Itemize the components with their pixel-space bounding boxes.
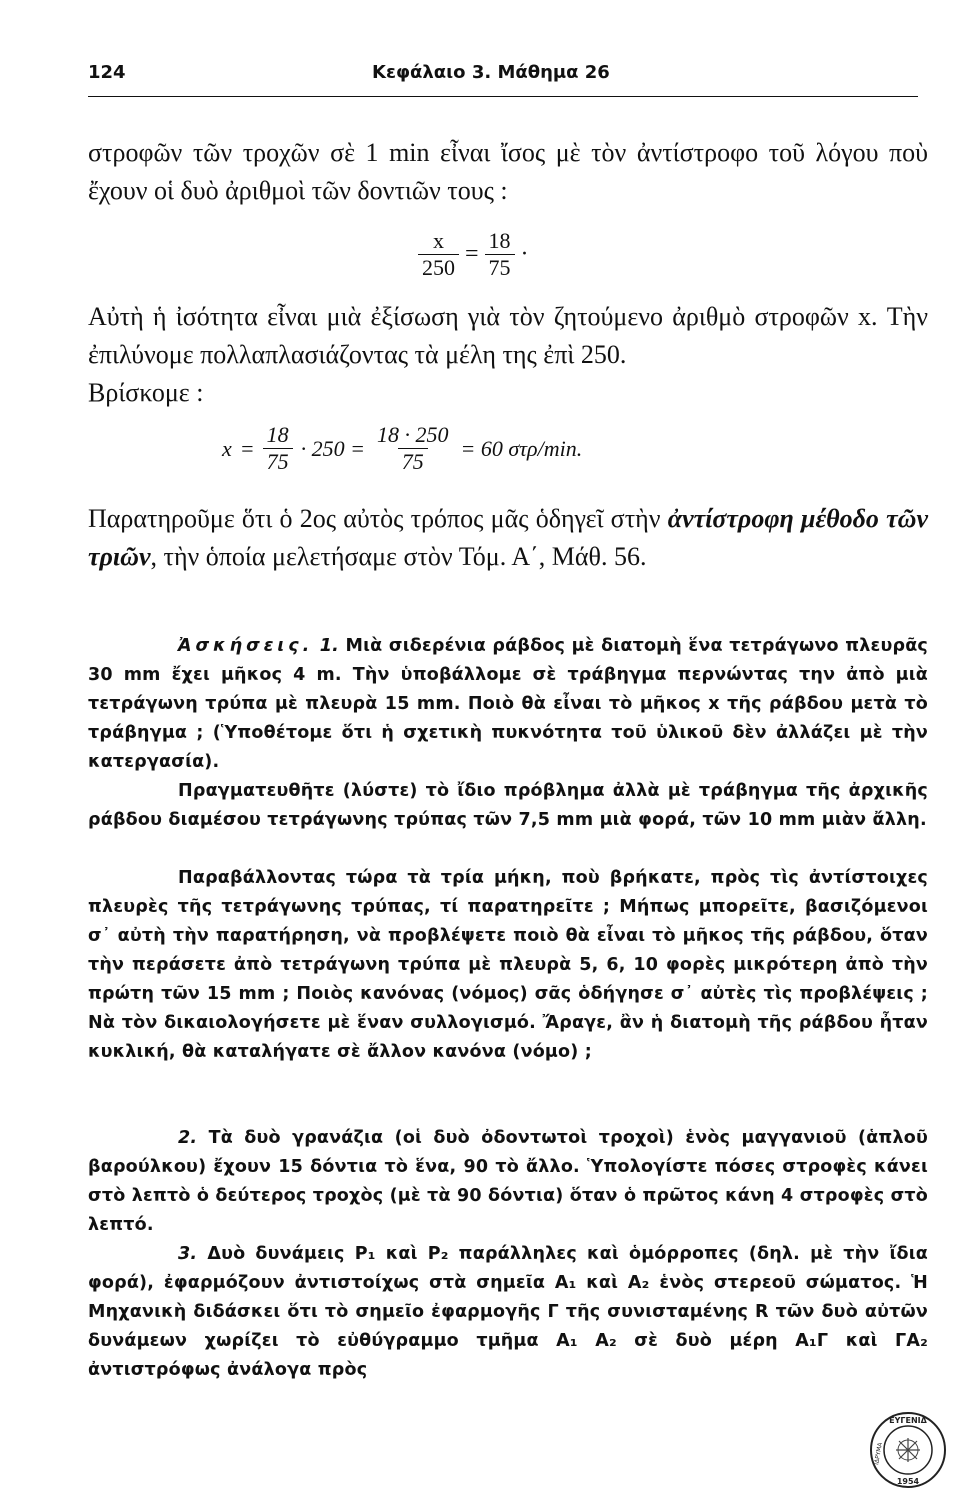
exercises-heading: Ἀσκήσεις. xyxy=(178,636,314,656)
exercise-2-text: Τὰ δυὸ γρανάζια (οἱ δυὸ ὀδοντωτοὶ τροχοὶ) ἑνὸς μαγγανιοῦ (ἁπλοῦ βαρούλκου) ἔχουν 15 δόντια τὸ ἕνα, 90 τὸ ἄλλο. Ὑπολογίστε πόσες στροφὲς κάνει στὸ λεπτὸ ὁ δεύτερος τροχὸς (μὲ τὰ 90 δόντια) ὅταν ὁ πρῶτος κάνη 4 στροφὲς στὸ λεπτό. xyxy=(88,1128,928,1235)
equation-1 xyxy=(418,228,529,281)
svg-text:1954: 1954 xyxy=(896,1477,920,1486)
exercise-3-text: Δυὸ δυνάμεις P₁ καὶ P₂ παράλληλες καὶ ὁμόρροπες (δηλ. μὲ τὴν ἴδια φορά), ἐφαρμόζουν ἀντιστοίχως στὰ σημεῖα A₁ καὶ A₂ ἑνὸς στερεοῦ σώματος. Ἡ Μηχανικὴ διδάσκει ὅτι τὸ σημεῖο ἐφαρμογῆς Γ τῆς συνισταμένης R τῶν δυὸ αὐτῶν δυνάμεων χωρίζει τὸ εὐθύγραμμο τμῆμα A₁ A₂ σὲ δυὸ μέρη A₁Γ καὶ ΓA₂ ἀντιστρόφως ἀνάλογα πρὸς xyxy=(88,1244,928,1380)
paragraph-4-text-a: Παρατηροῦμε ὅτι ὁ 2ος αὐτὸς τρόπος μᾶς ὁδηγεῖ στὴν xyxy=(88,504,668,533)
exercise-1 xyxy=(88,632,928,777)
fraction-numerator: 18 · 250 xyxy=(376,422,449,447)
exercise-2 xyxy=(88,1124,928,1240)
fraction-18-75 xyxy=(263,422,293,475)
exercise-1-part-3: Παραβάλλοντας τώρα τὰ τρία μήκη, ποὺ βρήκατε, πρὸς τὶς ἀντίστοιχες πλευρὲς τῆς τετράγωνης τρύπας, τί παρατηρεῖτε ; Μήπως μπορεῖτε, βασιζόμενοι σ᾽ αὐτὴ τὴν παρατήρηση, νὰ προβλέψετε ποιὸ θὰ εἶναι τὸ μῆκος τῆς ράβδου, ὅταν τὴν περάσετε ἀπὸ τετράγωνη τρύπα μὲ πλευρὰ 5, 6, 10 φορὲς μικρότερη ἀπὸ τὴν πρώτη τῶν 15 mm ; Ποιὸς κανόνας (νόμος) σᾶς ὁδήγησε σ᾽ αὐτὲς τὶς προβλέψεις ; Νὰ τὸν δικαιολογήσετε μὲ ἕναν συλλογισμό. Ἄραγε, ἂν ἡ διατομὴ τῆς ράβδου ἦταν κυκλική, θὰ καταλήγατε σὲ ἄλλον κανόνα (νόμο) ; xyxy=(88,868,928,1062)
svg-text:ΕΥΓΕΝΙΔ: ΕΥΓΕΝΙΔ xyxy=(889,1416,927,1425)
exercise-1-part-2: Πραγματευθῆτε (λύστε) τὸ ἴδιο πρόβλημα ἀλλὰ μὲ τράβηγμα τῆς ἀρχικῆς ράβδου διαμέσου τετράγωνης τρύπας τῶν 7,5 mm μιὰ φορά, τῶν 10 mm μιὰν ἄλλη. xyxy=(88,781,928,830)
fraction-denominator: 75 xyxy=(485,254,515,281)
fraction-x-250 xyxy=(418,228,459,281)
paragraph-1: στροφῶν τῶν τροχῶν σὲ 1 min εἶναι ἴσος μὲ τὸν ἀντίστροφο τοῦ λόγου ποὺ ἔχουν οἱ δυὸ ἀριθμοὶ τῶν δοντιῶν τους : xyxy=(88,138,928,205)
equals-sign: = xyxy=(465,241,479,267)
exercise-number: 1. xyxy=(319,636,340,656)
chapter-title: Κεφάλαιο 3. Μάθημα 26 xyxy=(372,62,610,83)
fraction-denominator: 75 xyxy=(398,448,428,475)
fraction-numerator: x xyxy=(433,228,444,253)
equation-2 xyxy=(222,422,582,475)
header-rule xyxy=(88,96,918,97)
equals-sign: = xyxy=(239,435,255,461)
svg-text:ΙΔΡΥΜΑ: ΙΔΡΥΜΑ xyxy=(873,1442,884,1466)
paragraph-4 xyxy=(88,500,928,576)
page-header xyxy=(88,62,918,92)
fraction-product xyxy=(373,422,453,475)
foundation-seal-icon xyxy=(868,1410,948,1490)
fraction-denominator: 75 xyxy=(263,448,293,475)
equation-end-mark: · xyxy=(520,241,529,267)
paragraph-4-text-b: , τὴν ὁποία μελετήσαμε στὸν Τόμ. Α΄, Μάθ. 56. xyxy=(150,542,647,571)
multiplication-term: · 250 = xyxy=(300,435,365,461)
equation-result: = 60 στρ/min. xyxy=(460,435,583,461)
exercise-3 xyxy=(88,1240,928,1385)
exercise-1-text: Μιὰ σιδερένια ράβδος μὲ διατομὴ ἕνα τετράγωνο πλευρᾶς 30 mm ἔχει μῆκος 4 m. Τὴν ὑποβάλλομε σὲ τράβηγμα περνώντας την ἀπὸ μιὰ τετράγωνη τρύπα μὲ πλευρὰ 15 mm. Ποιὸ θὰ εἶναι τὸ μῆκος x τῆς ράβδου μετὰ τὸ τράβηγμα ; (Ὑποθέτομε ὅτι ἡ σχετικὴ πυκνότητα τοῦ ὑλικοῦ δὲν ἀλλάζει μὲ τὴν κατεργασία). xyxy=(88,636,928,772)
fraction-numerator: 18 xyxy=(488,228,511,253)
fraction-numerator: 18 xyxy=(266,422,289,447)
paragraph-3: Βρίσκομε : xyxy=(88,378,204,407)
variable-x: x xyxy=(222,435,232,461)
paragraph-4-emphasis: ἀντίστροφη μέθοδο τῶν τριῶν xyxy=(88,504,928,571)
exercise-number: 3. xyxy=(178,1244,198,1264)
paragraph-2: Αὐτὴ ἡ ἰσότητα εἶναι μιὰ ἐξίσωση γιὰ τὸν ζητούμενο ἀριθμὸ στροφῶν x. Τὴν ἐπιλύνομε πολλαπλασιάζοντας τὰ μέλη της ἐπὶ 250. xyxy=(88,302,928,369)
fraction-18-75 xyxy=(485,228,515,281)
exercise-number: 2. xyxy=(178,1128,198,1148)
page-number: 124 xyxy=(88,62,126,83)
fraction-denominator: 250 xyxy=(418,254,459,281)
